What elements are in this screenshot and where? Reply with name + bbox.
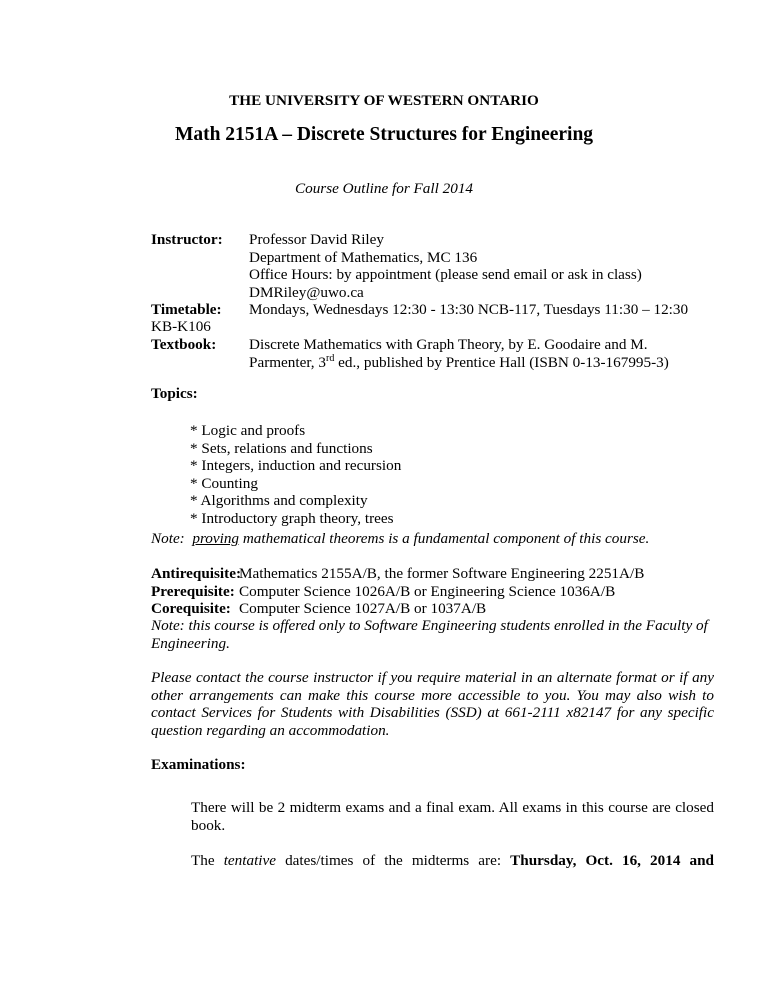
textbook-publisher: ed., published by Prentice Hall (ISBN 0-13-167995-3): [334, 353, 669, 371]
list-item: * Counting: [190, 474, 258, 492]
university-name: THE UNIVERSITY OF WESTERN ONTARIO: [229, 92, 539, 109]
exam-tentative: tentative: [223, 852, 276, 869]
exam-text-start: The: [191, 852, 224, 869]
textbook-line-1: Discrete Mathematics with Graph Theory, by E. Goodaire and M.: [249, 336, 648, 353]
exam-midterm-date: Thursday, Oct. 16, 2014 and: [510, 852, 714, 869]
antirequisite-label: Antirequisite:: [151, 565, 241, 582]
textbook-value: [249, 336, 719, 371]
note-proving: [151, 530, 649, 548]
examinations-paragraph-2: [191, 852, 714, 870]
note-offered: Note: this course is offered only to Software Engineering students enrolled in the Faculty of Engineering.: [151, 617, 708, 652]
note-underlined-word: proving: [192, 530, 240, 547]
examinations-paragraph-1: There will be 2 midterm exams and a final exam. All exams in this course are closed book.: [191, 799, 714, 834]
prerequisite-value: Computer Science 1026A/B or Engineering Science 1036A/B: [239, 582, 616, 600]
prerequisite-row: [151, 583, 644, 601]
corequisite-label: Corequisite:: [151, 600, 231, 617]
instructor-block: [249, 231, 689, 301]
exam-text-mid: dates/times of the midterms are:: [276, 852, 511, 869]
textbook-edition: Parmenter, 3: [249, 353, 326, 371]
antirequisite-value: Mathematics 2155A/B, the former Software Engineering 2251A/B: [239, 565, 645, 582]
course-outline-subtitle: Course Outline for Fall 2014: [294, 180, 474, 197]
textbook-edition-suffix: rd: [326, 352, 335, 364]
topics-heading: Topics:: [151, 385, 198, 402]
list-item: * Integers, induction and recursion: [190, 457, 402, 474]
course-title: Math 2151A – Discrete Structures for Engineering: [174, 124, 594, 145]
corequisite-row: [151, 600, 644, 618]
prerequisite-label: Prerequisite:: [151, 582, 235, 600]
note-accessibility: Please contact the course instructor if you require material in an alternate format or if any other arrangements can make this course more accessible to you. You may also wish to contact Services for Students with Disabilities (SSD) at 661-2111 x82147 for any specific question regarding an accommodation.: [151, 669, 714, 739]
instructor-label: Instructor:: [151, 231, 223, 248]
textbook-line-2: [249, 354, 719, 372]
instructor-department: Department of Mathematics, MC 136: [249, 248, 478, 266]
requisites-block: [151, 565, 644, 618]
topics-list: [190, 422, 401, 527]
note-prefix: Note:: [151, 530, 193, 547]
instructor-name: Professor David Riley: [249, 231, 384, 248]
instructor-email: DMRiley@uwo.ca: [249, 283, 364, 301]
antirequisite-row: [151, 565, 644, 583]
list-item: * Introductory graph theory, trees: [190, 509, 394, 527]
examinations-heading: Examinations:: [151, 756, 246, 773]
list-item: * Algorithms and complexity: [190, 492, 368, 509]
instructor-office-hours: Office Hours: by appointment (please send email or ask in class): [249, 266, 642, 283]
timetable-room: KB-K106: [151, 318, 211, 335]
timetable-value: Mondays, Wednesdays 12:30 - 13:30 NCB-117, Tuesdays 11:30 – 12:30: [249, 301, 689, 318]
timetable-label: Timetable:: [151, 301, 222, 318]
list-item: * Logic and proofs: [190, 422, 306, 439]
note-rest: mathematical theorems is a fundamental component of this course.: [239, 530, 650, 547]
textbook-label: Textbook:: [151, 336, 217, 353]
corequisite-value: Computer Science 1027A/B or 1037A/B: [239, 600, 487, 617]
list-item: * Sets, relations and functions: [190, 439, 373, 457]
